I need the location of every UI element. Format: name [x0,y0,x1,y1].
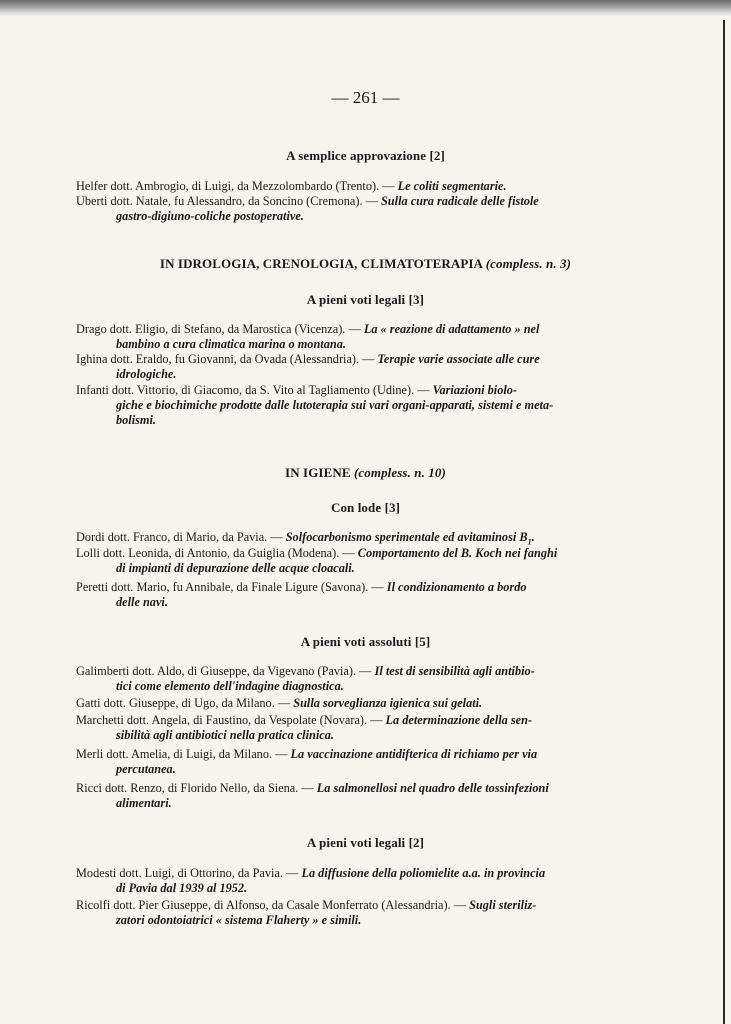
entry-gatti [76,696,631,711]
entry-person: Lolli dott. Leonida, di Antonio, da Guiglia (Modena). — [76,546,355,560]
entry-title: La diffusione della poliomielite a.a. in provincia [301,866,546,880]
entry-person: Ighina dott. Eraldo, fu Giovanni, da Ovada (Alessandria). — [76,352,375,366]
section-heading-semplice-approvazione: A semplice approvazione [2] [286,148,445,163]
entry-title-cont: zatori odontoiatrici « sistema Flaherty » e simili. [116,913,362,927]
entry-galimberti [76,664,631,694]
entry-title-cont: alimentari. [116,796,172,810]
entry-helfer [76,179,631,194]
entry-title: Variazioni biolo- [432,383,518,397]
entry-title-cont: tici come elemento dell'indagine diagnostica. [116,679,344,693]
entry-title-cont: di Pavia dal 1939 al 1952. [116,881,248,895]
entry-title: Sulla sorveglianza igienica sui gelati. [293,696,483,710]
entry-title-cont: percutanea. [116,762,176,776]
subsection-heading-pieni-voti-legali: A pieni voti legali [3] [306,292,425,307]
subsection-heading-con-lode: Con lode [3] [330,500,401,515]
entry-person: Modesti dott. Luigi, di Ottorino, da Pavia. — [76,866,299,880]
entry-person: Merli dott. Amelia, di Luigi, da Milano. — [76,747,288,761]
entry-person: Gatti dott. Giuseppe, di Ugo, da Milano. — [76,696,291,710]
page-number: — 261 — [331,88,400,107]
section-heading-text: IN IGIENE [285,465,351,480]
entry-title: Terapie varie associate alle cure [377,352,540,366]
entry-person: Galimberti dott. Aldo, di Giuseppe, da Vigevano (Pavia). — [76,664,372,678]
scan-edge-right [723,20,725,1024]
entry-title: La « reazione di adattamento » nel [363,322,540,336]
section-heading-count: (compless. n. 10) [353,465,446,480]
entry-person: Ricci dott. Renzo, di Florido Nello, da Siena. — [76,781,314,795]
entry-person: Infanti dott. Vittorio, di Giacomo, da S. Vito al Tagliamento (Udine). — [76,383,430,397]
entry-drago [76,322,631,352]
entry-title: Sugli steriliz- [469,898,537,912]
entry-merli [76,747,631,777]
entry-title: Solfocarbonismo sperimentale ed avitaminosi $B_1$. [285,530,535,547]
entry-title-cont: bolismi. [116,413,156,427]
entry-peretti [76,580,631,610]
entry-title-cont: di impianti di depurazione delle acque cloacali. [116,561,355,575]
entry-modesti [76,866,631,896]
entry-title: La vaccinazione antidifterica di richiamo per via [290,747,538,761]
entry-marchetti [76,713,631,743]
entry-person: Ricolfi dott. Pier Giuseppe, di Alfonso, da Casale Monferrato (Alessandria). — [76,898,466,912]
entry-person: Drago dott. Eligio, di Stefano, da Marostica (Vicenza). — [76,322,361,336]
entry-ricolfi [76,898,631,928]
section-heading-igiene [0,465,731,481]
entry-title-cont: sibilità agli antibiotici nella pratica clinica. [116,728,334,742]
entry-person: Helfer dott. Ambrogio, di Luigi, da Mezzolombardo (Trento). — [76,179,395,193]
entry-title: Il condizionamento a bordo [386,580,527,594]
entry-title-cont: delle navi. [116,595,168,609]
entry-infanti [76,383,631,428]
scan-edge-top [0,0,731,16]
entry-title: Le coliti segmentarie. [397,179,507,193]
section-heading-count: (compless. n. 3) [485,256,572,271]
entry-title: La determinazione della sen- [385,713,533,727]
entry-person: Dordi dott. Franco, di Mario, da Pavia. — [76,530,283,544]
subsection-heading-pieni-voti-assoluti: A pieni voti assoluti [5] [300,634,431,649]
entry-ighina [76,352,631,382]
entry-lolli [76,546,631,576]
entry-title-cont: bambino a cura climatica marina o montana. [116,337,346,351]
entry-title-cont: idrologiche. [116,367,177,381]
entry-title-cont: giche e biochimiche prodotte dalle lutoterapia sui vari organi-apparati, sistemi e meta- [116,398,554,412]
section-heading-text: IN IDROLOGIA, CRENOLOGIA, CLIMATOTERAPIA [159,256,483,271]
entry-ricci [76,781,631,811]
entry-title: Sulla cura radicale delle fistole [380,194,539,208]
section-heading-idrologia [0,256,731,272]
entry-person: Marchetti dott. Angela, di Faustino, da Vespolate (Novara). — [76,713,383,727]
subsection-heading-pieni-voti-legali-2: A pieni voti legali [2] [306,835,425,850]
entry-person: Uberti dott. Natale, fu Alessandro, da Soncino (Cremona). — [76,194,378,208]
entry-title: Il test di sensibilità agli antibio- [374,664,535,678]
entry-title: Comportamento del B. Koch nei fanghi [357,546,558,560]
entry-title-cont: gastro-digiuno-coliche postoperative. [116,209,304,223]
entry-person: Peretti dott. Mario, fu Annibale, da Finale Ligure (Savona). — [76,580,384,594]
entry-title: La salmonellosi nel quadro delle tossinfezioni [316,781,549,795]
entry-uberti [76,194,631,224]
